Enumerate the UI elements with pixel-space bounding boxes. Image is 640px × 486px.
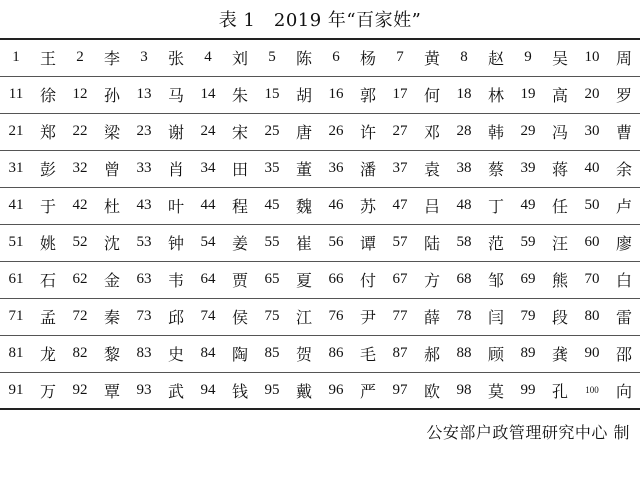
- rank-number: 93: [128, 372, 160, 409]
- surname-cell: 黄: [416, 39, 448, 76]
- surname-cell: 吕: [416, 187, 448, 224]
- surname-cell: 曾: [96, 150, 128, 187]
- table-row: [0, 224, 640, 261]
- surname-cell: 郭: [352, 76, 384, 113]
- surname-cell: 陈: [288, 39, 320, 76]
- rank-number: 65: [256, 261, 288, 298]
- surname-cell: 罗: [608, 76, 640, 113]
- rank-number: 85: [256, 335, 288, 372]
- surname-cell: 范: [480, 224, 512, 261]
- rank-number: 56: [320, 224, 352, 261]
- surname-cell: 周: [608, 39, 640, 76]
- surname-cell: 谭: [352, 224, 384, 261]
- rank-number: 14: [192, 76, 224, 113]
- surname-cell: 熊: [544, 261, 576, 298]
- rank-number: 53: [128, 224, 160, 261]
- rank-number: 5: [256, 39, 288, 76]
- surname-cell: 陶: [224, 335, 256, 372]
- surname-cell: 崔: [288, 224, 320, 261]
- rank-number: 8: [448, 39, 480, 76]
- surname-cell: 唐: [288, 113, 320, 150]
- surname-cell: 汪: [544, 224, 576, 261]
- surname-cell: 江: [288, 298, 320, 335]
- surname-cell: 武: [160, 372, 192, 409]
- rank-number: 26: [320, 113, 352, 150]
- rank-number: 22: [64, 113, 96, 150]
- surname-table-body: [0, 39, 640, 409]
- rank-number: 45: [256, 187, 288, 224]
- surname-cell: 王: [32, 39, 64, 76]
- surname-cell: 龙: [32, 335, 64, 372]
- surname-cell: 何: [416, 76, 448, 113]
- table-row: [0, 261, 640, 298]
- surname-cell: 莫: [480, 372, 512, 409]
- rank-number: 83: [128, 335, 160, 372]
- surname-cell: 程: [224, 187, 256, 224]
- surname-cell: 叶: [160, 187, 192, 224]
- rank-number: 13: [128, 76, 160, 113]
- rank-number: 50: [576, 187, 608, 224]
- rank-number: 15: [256, 76, 288, 113]
- rank-number: 23: [128, 113, 160, 150]
- surname-cell: 苏: [352, 187, 384, 224]
- rank-number: 9: [512, 39, 544, 76]
- surname-cell: 夏: [288, 261, 320, 298]
- surname-cell: 尹: [352, 298, 384, 335]
- surname-cell: 谢: [160, 113, 192, 150]
- rank-number: 41: [0, 187, 32, 224]
- rank-number: 75: [256, 298, 288, 335]
- surname-cell: 潘: [352, 150, 384, 187]
- table-title: 表 1 2019 年“百家姓”: [218, 10, 422, 31]
- rank-number: 48: [448, 187, 480, 224]
- rank-number: 52: [64, 224, 96, 261]
- rank-number: 82: [64, 335, 96, 372]
- surname-cell: 宋: [224, 113, 256, 150]
- surname-cell: 方: [416, 261, 448, 298]
- surname-cell: 邵: [608, 335, 640, 372]
- rank-number: 68: [448, 261, 480, 298]
- surname-cell: 彭: [32, 150, 64, 187]
- surname-cell: 杨: [352, 39, 384, 76]
- surname-cell: 钱: [224, 372, 256, 409]
- surname-cell: 余: [608, 150, 640, 187]
- surname-cell: 蒋: [544, 150, 576, 187]
- rank-number: 40: [576, 150, 608, 187]
- rank-number: 19: [512, 76, 544, 113]
- surname-cell: 闫: [480, 298, 512, 335]
- surname-cell: 梁: [96, 113, 128, 150]
- surname-cell: 曹: [608, 113, 640, 150]
- rank-number: 51: [0, 224, 32, 261]
- surname-cell: 丁: [480, 187, 512, 224]
- rank-number: 55: [256, 224, 288, 261]
- surname-cell: 高: [544, 76, 576, 113]
- surname-cell: 贾: [224, 261, 256, 298]
- rank-number: 64: [192, 261, 224, 298]
- rank-number: 16: [320, 76, 352, 113]
- rank-number: 80: [576, 298, 608, 335]
- rank-number: 6: [320, 39, 352, 76]
- rank-number: 11: [0, 76, 32, 113]
- table-row: [0, 39, 640, 76]
- rank-number: 24: [192, 113, 224, 150]
- rank-number: 27: [384, 113, 416, 150]
- rank-number: 18: [448, 76, 480, 113]
- rank-number: 3: [128, 39, 160, 76]
- rank-number: 98: [448, 372, 480, 409]
- rank-number: 58: [448, 224, 480, 261]
- surname-cell: 毛: [352, 335, 384, 372]
- rank-number: 21: [0, 113, 32, 150]
- rank-number: 43: [128, 187, 160, 224]
- rank-number: 44: [192, 187, 224, 224]
- surname-cell: 沈: [96, 224, 128, 261]
- rank-number: 87: [384, 335, 416, 372]
- rank-number: 38: [448, 150, 480, 187]
- surname-cell: 韦: [160, 261, 192, 298]
- surname-cell: 任: [544, 187, 576, 224]
- rank-number: 2: [64, 39, 96, 76]
- surname-cell: 邱: [160, 298, 192, 335]
- rank-number: 42: [64, 187, 96, 224]
- surname-table: [0, 38, 640, 410]
- rank-number: 1: [0, 39, 32, 76]
- surname-cell: 孔: [544, 372, 576, 409]
- rank-number: 100: [576, 372, 608, 409]
- surname-cell: 朱: [224, 76, 256, 113]
- surname-cell: 雷: [608, 298, 640, 335]
- rank-number: 36: [320, 150, 352, 187]
- rank-number: 71: [0, 298, 32, 335]
- rank-number: 77: [384, 298, 416, 335]
- rank-number: 81: [0, 335, 32, 372]
- rank-number: 10: [576, 39, 608, 76]
- surname-cell: 孟: [32, 298, 64, 335]
- table-row: [0, 76, 640, 113]
- surname-cell: 冯: [544, 113, 576, 150]
- surname-cell: 郑: [32, 113, 64, 150]
- rank-number: 12: [64, 76, 96, 113]
- surname-cell: 黎: [96, 335, 128, 372]
- surname-cell: 廖: [608, 224, 640, 261]
- surname-cell: 董: [288, 150, 320, 187]
- rank-number: 28: [448, 113, 480, 150]
- surname-cell: 刘: [224, 39, 256, 76]
- rank-number: 78: [448, 298, 480, 335]
- surname-cell: 姜: [224, 224, 256, 261]
- rank-number: 63: [128, 261, 160, 298]
- rank-number: 97: [384, 372, 416, 409]
- surname-cell: 付: [352, 261, 384, 298]
- rank-number: 59: [512, 224, 544, 261]
- rank-number: 17: [384, 76, 416, 113]
- surname-cell: 顾: [480, 335, 512, 372]
- rank-number: 7: [384, 39, 416, 76]
- footer-credit: 公安部户政管理研究中心 制: [426, 423, 630, 442]
- surname-cell: 向: [608, 372, 640, 409]
- surname-cell: 白: [608, 261, 640, 298]
- table-row: [0, 298, 640, 335]
- surname-cell: 邓: [416, 113, 448, 150]
- rank-number: 31: [0, 150, 32, 187]
- surname-cell: 魏: [288, 187, 320, 224]
- surname-cell: 李: [96, 39, 128, 76]
- surname-cell: 赵: [480, 39, 512, 76]
- rank-number: 49: [512, 187, 544, 224]
- surname-cell: 卢: [608, 187, 640, 224]
- rank-number: 69: [512, 261, 544, 298]
- surname-cell: 于: [32, 187, 64, 224]
- rank-number: 35: [256, 150, 288, 187]
- rank-number: 73: [128, 298, 160, 335]
- surname-cell: 蔡: [480, 150, 512, 187]
- surname-cell: 邹: [480, 261, 512, 298]
- rank-number: 70: [576, 261, 608, 298]
- surname-cell: 薛: [416, 298, 448, 335]
- rank-number: 34: [192, 150, 224, 187]
- rank-number: 29: [512, 113, 544, 150]
- rank-number: 94: [192, 372, 224, 409]
- surname-cell: 陆: [416, 224, 448, 261]
- table-row: [0, 150, 640, 187]
- surname-cell: 欧: [416, 372, 448, 409]
- rank-number: 4: [192, 39, 224, 76]
- rank-number: 90: [576, 335, 608, 372]
- rank-number: 99: [512, 372, 544, 409]
- rank-number: 88: [448, 335, 480, 372]
- surname-cell: 段: [544, 298, 576, 335]
- rank-number: 74: [192, 298, 224, 335]
- rank-number: 72: [64, 298, 96, 335]
- surname-cell: 秦: [96, 298, 128, 335]
- surname-cell: 金: [96, 261, 128, 298]
- rank-number: 60: [576, 224, 608, 261]
- surname-cell: 许: [352, 113, 384, 150]
- rank-number: 30: [576, 113, 608, 150]
- table-row: [0, 187, 640, 224]
- rank-number: 20: [576, 76, 608, 113]
- surname-cell: 田: [224, 150, 256, 187]
- surname-cell: 史: [160, 335, 192, 372]
- surname-cell: 袁: [416, 150, 448, 187]
- rank-number: 89: [512, 335, 544, 372]
- rank-number: 76: [320, 298, 352, 335]
- surname-cell: 万: [32, 372, 64, 409]
- rank-number: 62: [64, 261, 96, 298]
- rank-number: 32: [64, 150, 96, 187]
- surname-cell: 马: [160, 76, 192, 113]
- rank-number: 54: [192, 224, 224, 261]
- table-row: [0, 335, 640, 372]
- rank-number: 47: [384, 187, 416, 224]
- table-row: [0, 372, 640, 409]
- surname-cell: 张: [160, 39, 192, 76]
- rank-number: 57: [384, 224, 416, 261]
- rank-number: 92: [64, 372, 96, 409]
- surname-cell: 胡: [288, 76, 320, 113]
- rank-number: 84: [192, 335, 224, 372]
- rank-number: 86: [320, 335, 352, 372]
- surname-cell: 郝: [416, 335, 448, 372]
- rank-number: 37: [384, 150, 416, 187]
- surname-cell: 林: [480, 76, 512, 113]
- rank-number: 66: [320, 261, 352, 298]
- surname-cell: 肖: [160, 150, 192, 187]
- rank-number: 39: [512, 150, 544, 187]
- surname-cell: 姚: [32, 224, 64, 261]
- surname-cell: 吴: [544, 39, 576, 76]
- rank-number: 67: [384, 261, 416, 298]
- surname-cell: 钟: [160, 224, 192, 261]
- surname-cell: 韩: [480, 113, 512, 150]
- rank-number: 96: [320, 372, 352, 409]
- surname-cell: 贺: [288, 335, 320, 372]
- rank-number: 33: [128, 150, 160, 187]
- rank-number: 25: [256, 113, 288, 150]
- surname-cell: 徐: [32, 76, 64, 113]
- rank-number: 79: [512, 298, 544, 335]
- surname-cell: 石: [32, 261, 64, 298]
- table-row: [0, 113, 640, 150]
- surname-cell: 覃: [96, 372, 128, 409]
- surname-cell: 严: [352, 372, 384, 409]
- rank-number: 95: [256, 372, 288, 409]
- surname-cell: 侯: [224, 298, 256, 335]
- surname-cell: 龚: [544, 335, 576, 372]
- surname-cell: 戴: [288, 372, 320, 409]
- rank-number: 61: [0, 261, 32, 298]
- rank-number: 46: [320, 187, 352, 224]
- surname-cell: 孙: [96, 76, 128, 113]
- surname-cell: 杜: [96, 187, 128, 224]
- rank-number: 91: [0, 372, 32, 409]
